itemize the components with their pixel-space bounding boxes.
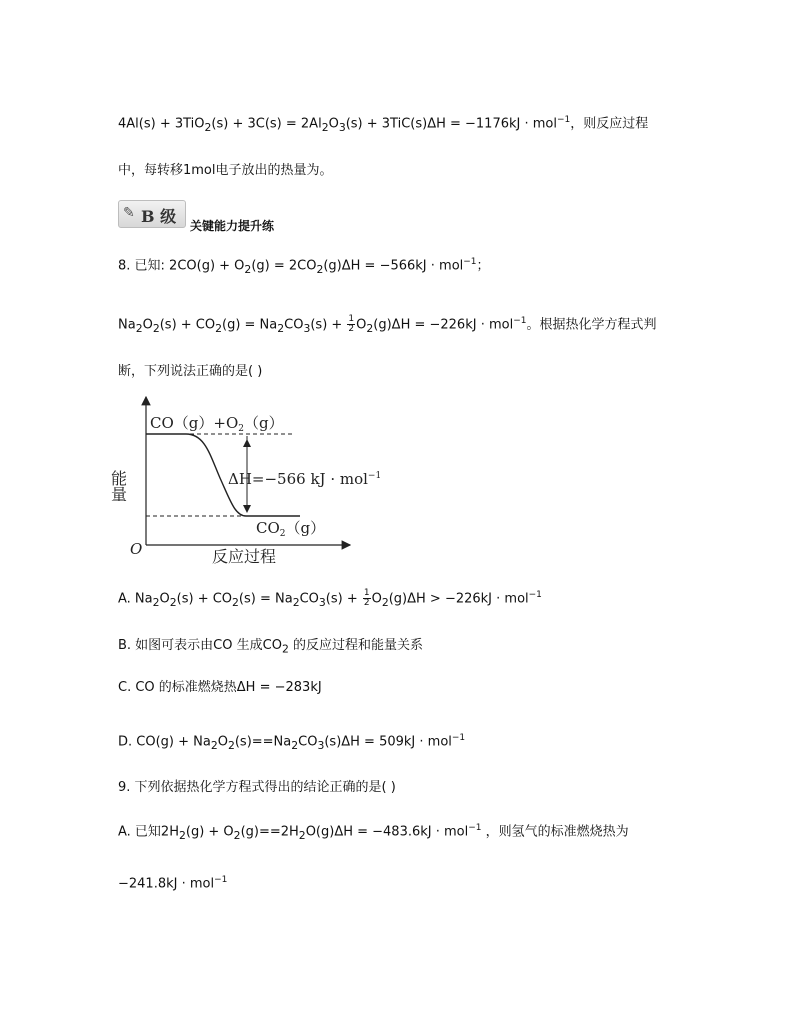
option-sup: −1 <box>451 733 466 743</box>
fraction-numerator: 1 <box>363 588 370 599</box>
q7-sub: 3 <box>338 120 346 134</box>
q7-question-line <box>118 162 333 180</box>
q7-sub: 2 <box>321 120 329 134</box>
option-text: (s)==Na <box>234 734 292 750</box>
option-sub: 2 <box>232 595 239 609</box>
q8-sub: 3 <box>303 321 311 335</box>
q7-text: (s) + 3TiC(s)ΔH = −1176kJ · mol <box>345 116 557 132</box>
option-sub: 3 <box>317 738 325 752</box>
q7-text: O <box>328 116 339 132</box>
option-sup: −1 <box>528 590 542 600</box>
q8-text: CO <box>284 317 304 333</box>
option-sub: 2 <box>292 595 300 609</box>
q8-option-c <box>118 679 322 697</box>
q8-sub: 2 <box>316 262 324 276</box>
q8-sub: 2 <box>366 321 374 335</box>
q8-text: 8. 已知: 2CO(g) + O <box>118 258 245 274</box>
q8-sup: −1 <box>463 257 477 267</box>
half-fraction <box>347 315 355 334</box>
q8-sub: 2 <box>135 321 143 335</box>
option-sub: 2 <box>169 595 177 609</box>
option-text: (g)ΔH > −226kJ · mol <box>388 591 529 607</box>
q8-sub: 2 <box>152 321 160 335</box>
option-text: (s) + <box>325 591 362 607</box>
q8-option-a <box>118 586 542 612</box>
option-text: O(g)ΔH = −483.6kJ · mol <box>305 824 469 840</box>
reactant-label: $CO(g)+O_2(g)$ <box>150 414 284 434</box>
delta-h-label: ΔH=−566 kJ · mol$^{-1}$ <box>228 470 382 488</box>
y-axis-label: 能量 <box>108 470 128 502</box>
option-text: B. 如图可表示由CO 生成CO <box>118 638 282 653</box>
option-text: ，则氢气的标准燃烧热为 <box>481 824 629 840</box>
option-text: (s)ΔH = 509kJ · mol <box>324 734 452 750</box>
q8-given-line <box>118 253 490 279</box>
q8-option-b <box>118 637 423 659</box>
option-text: (g)==2H <box>240 824 299 840</box>
q8-text: O <box>142 317 153 333</box>
level-badge <box>118 200 186 228</box>
q7-sub: 2 <box>204 120 212 134</box>
option-sub: 2 <box>210 738 218 752</box>
q7-text: 4Al(s) + 3TiO <box>118 116 205 132</box>
q8-text: 。根据热化学方程式判 <box>526 317 657 333</box>
origin-label: O <box>130 540 143 558</box>
q8-sub: 2 <box>215 321 222 335</box>
option-text: A. Na <box>118 591 153 607</box>
q8-sub: 2 <box>277 321 285 335</box>
q8-text: (s) + CO <box>159 317 216 333</box>
q8-text: (s) + <box>310 317 347 333</box>
option-text: (g) + O <box>185 824 234 840</box>
q8-sub: 2 <box>244 262 252 276</box>
q8-equation-line <box>118 312 657 338</box>
option-sub: 2 <box>152 595 160 609</box>
section-title: 关键能力提升练 <box>190 219 275 233</box>
option-sub: 2 <box>291 738 299 752</box>
fraction-denominator: 2 <box>348 324 355 335</box>
q7-question-text: 中，每转移1mol电子放出的热量为。 <box>118 163 333 178</box>
q8-stem-line <box>118 363 262 381</box>
option-text: C. CO 的标准燃烧热ΔH = −283kJ <box>118 680 322 695</box>
option-text: (s) + CO <box>176 591 233 607</box>
q9-option-a <box>118 819 629 845</box>
energy-curve <box>146 434 300 516</box>
option-sub: 3 <box>318 595 326 609</box>
option-sub: 2 <box>227 738 235 752</box>
option-sub: 2 <box>178 828 186 842</box>
q7-sup: −1 <box>557 115 571 125</box>
fraction-numerator: 1 <box>348 314 355 325</box>
q9-option-a-cont <box>118 871 227 893</box>
option-sub: 2 <box>381 595 389 609</box>
q8-sup: −1 <box>513 316 527 326</box>
option-text: −241.8kJ · mol <box>118 876 215 892</box>
option-text: 的反应过程和能量关系 <box>288 638 423 653</box>
pencil-icon: ✎ <box>123 205 135 221</box>
option-text: O <box>371 591 382 607</box>
q8-option-d <box>118 729 465 755</box>
option-sub: 2 <box>233 828 241 842</box>
option-text: (s) = Na <box>238 591 293 607</box>
option-sub: 2 <box>298 828 306 842</box>
option-text: O <box>217 734 228 750</box>
half-fraction <box>363 589 371 608</box>
option-text: CO <box>299 591 319 607</box>
q9-stem <box>118 779 396 797</box>
q8-text: Na <box>118 317 136 333</box>
q9-stem-text: 9. 下列依据热化学方程式得出的结论正确的是( ) <box>118 780 396 795</box>
option-sub: 2 <box>281 642 289 656</box>
q8-text: (g)ΔH = −226kJ · mol <box>373 317 514 333</box>
q8-text: (g) = Na <box>222 317 278 333</box>
option-text: CO <box>298 734 318 750</box>
q8-text: (g)ΔH = −566kJ · mol <box>323 258 464 274</box>
fraction-denominator: 2 <box>363 598 370 609</box>
q8-text: (g) = 2CO <box>251 258 317 274</box>
option-sup: −1 <box>214 875 228 885</box>
q8-text: ； <box>476 258 490 274</box>
level-badge-label: B 级 <box>141 207 177 226</box>
q8-text: O <box>356 317 367 333</box>
q8-stem-text: 断，下列说法正确的是( ) <box>118 364 263 379</box>
x-axis-label: 反应过程 <box>212 547 277 566</box>
option-text: O <box>159 591 170 607</box>
q7-text: (s) + 3C(s) = 2Al <box>211 116 322 132</box>
option-sup: −1 <box>468 823 482 833</box>
option-text: A. 已知2H <box>118 824 179 840</box>
product-label: $CO_2(g)$ <box>256 519 326 539</box>
q7-equation-line <box>118 111 648 137</box>
option-text: D. CO(g) + Na <box>118 734 211 750</box>
q7-text: ，则反应过程 <box>570 116 649 132</box>
